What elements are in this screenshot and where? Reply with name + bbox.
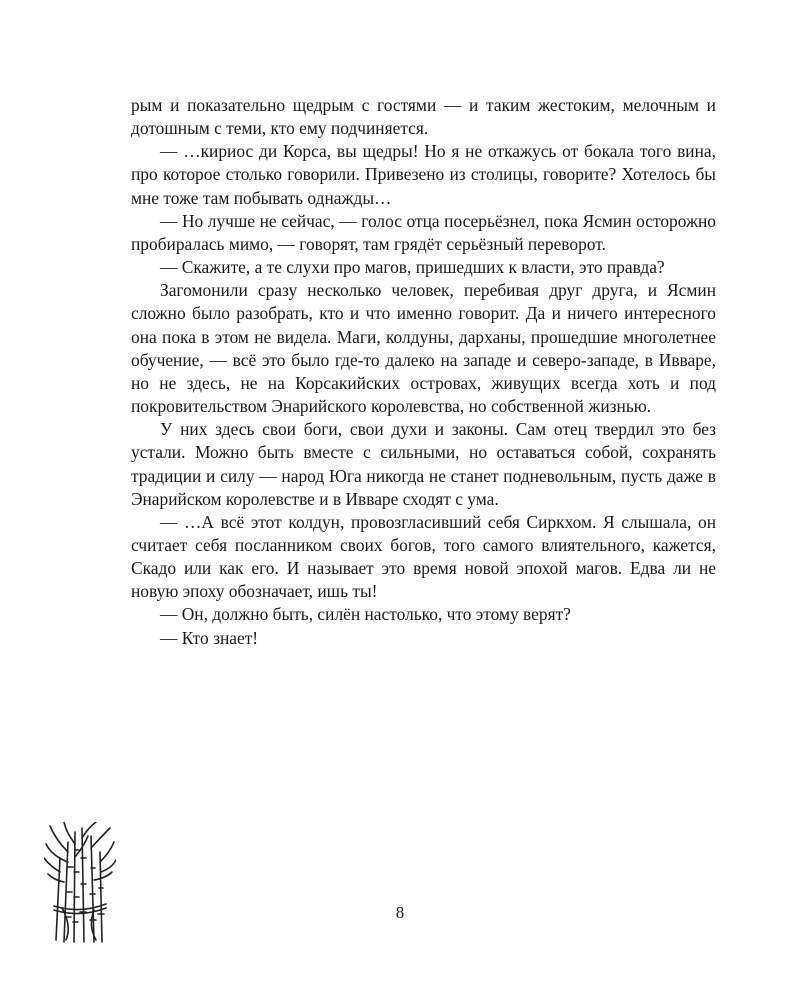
body-text (131, 94, 716, 650)
paragraph: У них здесь свои боги, свои духи и законы. Сам отец твердил это без устали. Можно быть вместе с сильными, но оставаться собой, сохранять традиции и силу — народ Юга никогда не станет подневольным, пусть даже в Энарийском королевстве и в Ивваре сходят с ума. (131, 419, 716, 509)
sugarcane-ornament-icon (44, 822, 116, 944)
paragraph: Загомонили сразу несколько человек, перебивая друг друга, и Ясмин сложно было разобрать, кто и что именно говорит. Да и ничего интересного она пока в этом не видела. Маги, колдуны, дарханы, прошедшие многолетнее обучение, — всё это было где-то далеко на западе и северо-западе, в Ивваре, но не здесь, не на Корсакийских островах, живущих всегда хоть и под покровительством Энарийского королевства, но собственной жизнью. (131, 280, 716, 417)
paragraph: — …кириос ди Корса, вы щедры! Но я не откажусь от бокала того вина, про которое столько говорили. Привезено из столицы, говорите? Хотелось бы мне тоже там побывать однажды… (131, 141, 716, 208)
paragraph: рым и показательно щедрым с гостями — и таким жестоким, мелочным и дотошным с теми, кто ему подчиняется. (131, 95, 716, 139)
paragraph: — Но лучше не сейчас, — голос отца посерьёзнел, пока Ясмин осторожно пробиралась мимо, — говорят, там грядёт серьёзный переворот. (131, 210, 716, 254)
page-number: 8 (395, 903, 405, 922)
paragraph: — Кто знает! (160, 627, 259, 648)
paragraph: — Он, должно быть, силён настолько, что этому верят? (160, 604, 571, 625)
paragraph: — Скажите, а те слухи про магов, пришедших к власти, это правда? (160, 257, 665, 278)
paragraph: — …А всё этот колдун, провозгласивший себя Сиркхом. Я слышала, он считает себя посланником своих богов, того самого влиятельного, кажется, Скадо или как его. И называет это время новой эпохой магов. Едва ли не новую эпоху обозначает, ишь ты! (131, 511, 716, 602)
